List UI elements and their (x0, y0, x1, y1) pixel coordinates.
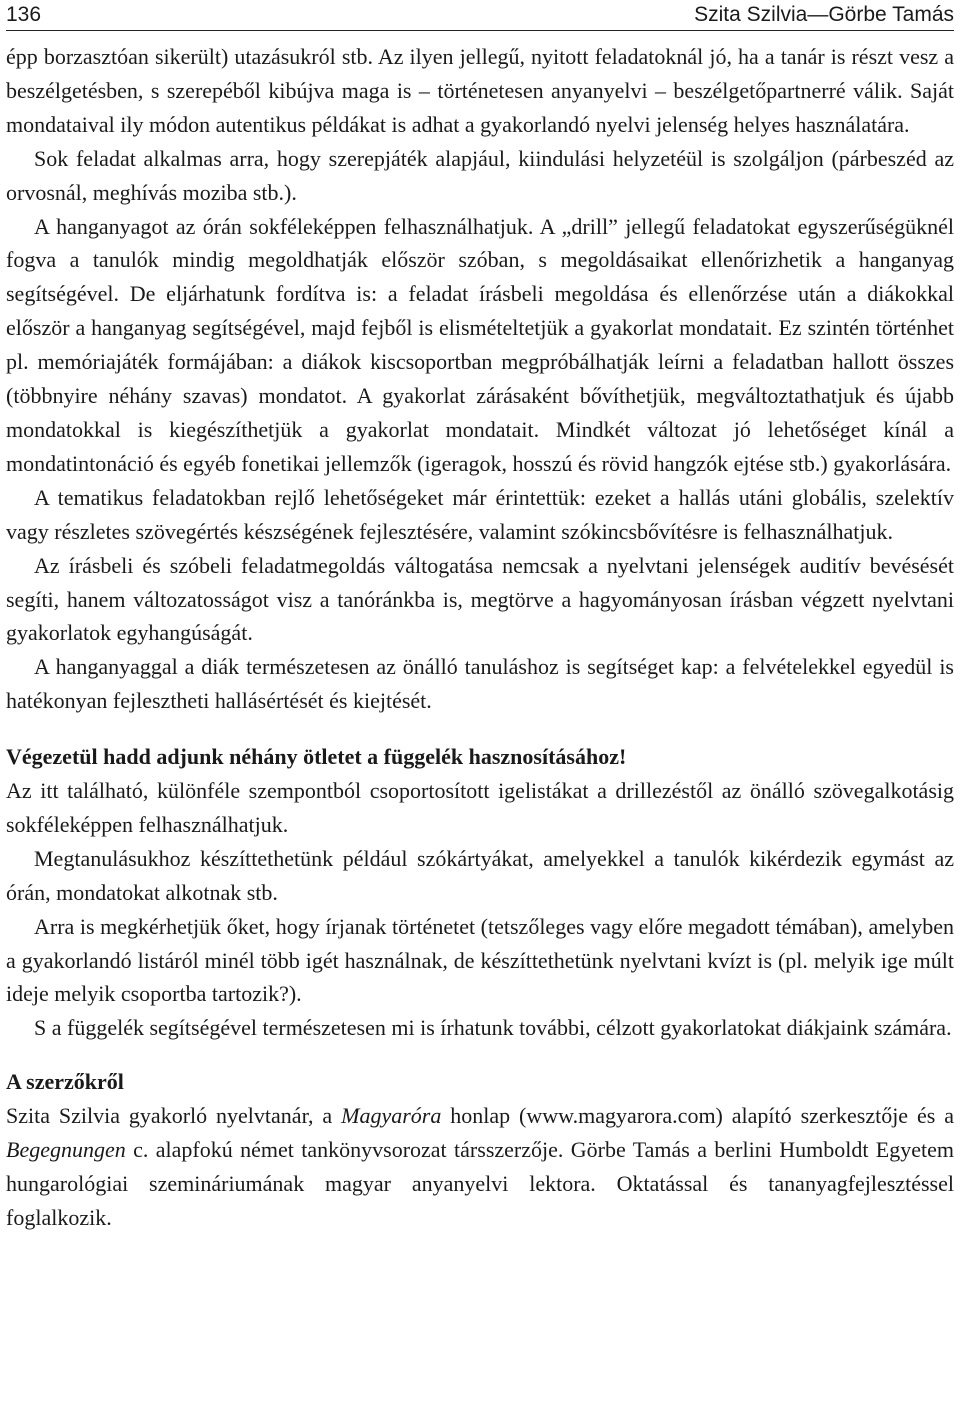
textbook-series-name: Begegnungen (6, 1137, 126, 1163)
page-number: 136 (6, 3, 42, 26)
running-title: Szita Szilvia—Görbe Tamás (694, 3, 954, 26)
author-text: c. alapfokú német tankönyvsorozat társszerzője. (125, 1137, 564, 1163)
main-text (6, 40, 954, 1235)
paragraph-audio-usage: A hanganyagot az órán sokféleképpen felhasználhatjuk. A „drill” jellegű feladatokat egyszerűségüknél fogva a tanulók mindig megoldhatják először szóban, s megoldásaikat ellenőrizhetik a hanganyag segítségével. De eljárhatunk fordítva is: a feladat írásbeli megoldása és ellenőrzése után a diákokkal először a hanganyag segítségével, majd fejből is elismételtetjük a gyakorlat mondatait. Ez szintén történhet pl. memóriajáték formájában: a diákok kiscsoportban megpróbálhatják leírni a feladatban hallott összes (többnyire néhány szavas) mondatot. A gyakorlat zárásaként bővíthetjük, megváltoztathatjuk és újabb mondatokkal is kiegészíthetjük a gyakorlat mondatait. Mindkét változat jó lehetőséget kínál a mondatintonáció és egyéb fonetikai jellemzők (igeragok, hosszú és rövid hangzók ejtése stb.) gyakorlására. (6, 213, 954, 476)
running-header (6, 0, 954, 31)
author-text: Szita Szilvia gyakorló nyelvtanár, a (6, 1103, 342, 1129)
paragraph-roleplay: Sok feladat alkalmas arra, hogy szerepjáték alapjául, kiindulási helyzetéül is szolgáljon (párbeszéd az orvosnál, meghívás moziba stb.). (6, 145, 954, 205)
paragraph-story-writing: Arra is megkérhetjük őket, hogy írjanak történetet (tetszőleges vagy előre megadott témában), amelyben a gyakorlandó listáról minél több igét használnak, de készíttethetünk nyelvtani kvízt is (pl. melyik ige múlt ideje melyik csoportba tartozik?). (6, 913, 954, 1007)
paragraph-continuation: épp borzasztóan sikerült) utazásukról stb. Az ilyen jellegű, nyitott feladatoknál jó, ha a tanár is részt vesz a beszélgetésben, s szerepéből kibújva maga is – történetesen anyanyelvi – beszélgetőpartnerré válik. Saját mondataival ily módon autentikus példákat is adhat a gyakorlandó nyelvi jelenség helyes használatára. (6, 44, 954, 137)
appendix-heading: Végezetül hadd adjunk néhány ötletet a függelék hasznosításához! (6, 744, 627, 770)
about-authors-heading: A szerzőkről (6, 1069, 124, 1095)
paragraph-about-authors (6, 1099, 954, 1235)
paragraph-written-oral: Az írásbeli és szóbeli feladatmegoldás váltogatása nemcsak a nyelvtani jelenségek auditív bevésését segíti, hanem változatosságot visz a tanóránkba is, megtörve a hagyományosan írásban végzett nyelvtani gyakorlatok egyhangúságát. (6, 552, 954, 646)
paragraph-verb-lists: Az itt található, különféle szempontból csoportosított igelistákat a drillezéstől az önálló szövegalkotásig sokféleképpen felhasználhatjuk. (6, 778, 954, 837)
paragraph-thematic-tasks: A tematikus feladatokban rejlő lehetőségeket már érintettük: ezeket a hallás utáni globális, szelektív vagy részletes szövegértés készségének fejlesztésére, valamint szókincsbővítésre is felhasználhatjuk. (6, 484, 954, 544)
author-text: honlap (www.magyarora.com) alapító szerkesztője és a (441, 1103, 955, 1129)
paragraph-word-cards: Megtanulásukhoz készíttethetünk például szókártyákat, amelyekkel a tanulók kikérdezik egymást az órán, mondatokat alkotnak stb. (6, 845, 954, 905)
author-text: Görbe Tamás a berlini Humboldt Egyetem hungarológiai szemináriumának magyar anyanyelvi lektora. Oktatással és tananyagfejlesztéssel foglalkozik. (6, 1137, 955, 1230)
section-gap (6, 718, 954, 740)
document-page (6, 0, 954, 1235)
paragraph-targeted-exercises: S a függelék segítségével természetesen mi is írhatunk további, célzott gyakorlatokat diákjaink számára. (34, 1015, 952, 1041)
website-name: Magyaróra (341, 1103, 442, 1129)
paragraph-self-study: A hanganyaggal a diák természetesen az önálló tanuláshoz is segítséget kap: a felvételekkel egyedül is hatékonyan fejlesztheti hallásértését és kiejtését. (6, 654, 954, 714)
section-gap (6, 1045, 954, 1065)
